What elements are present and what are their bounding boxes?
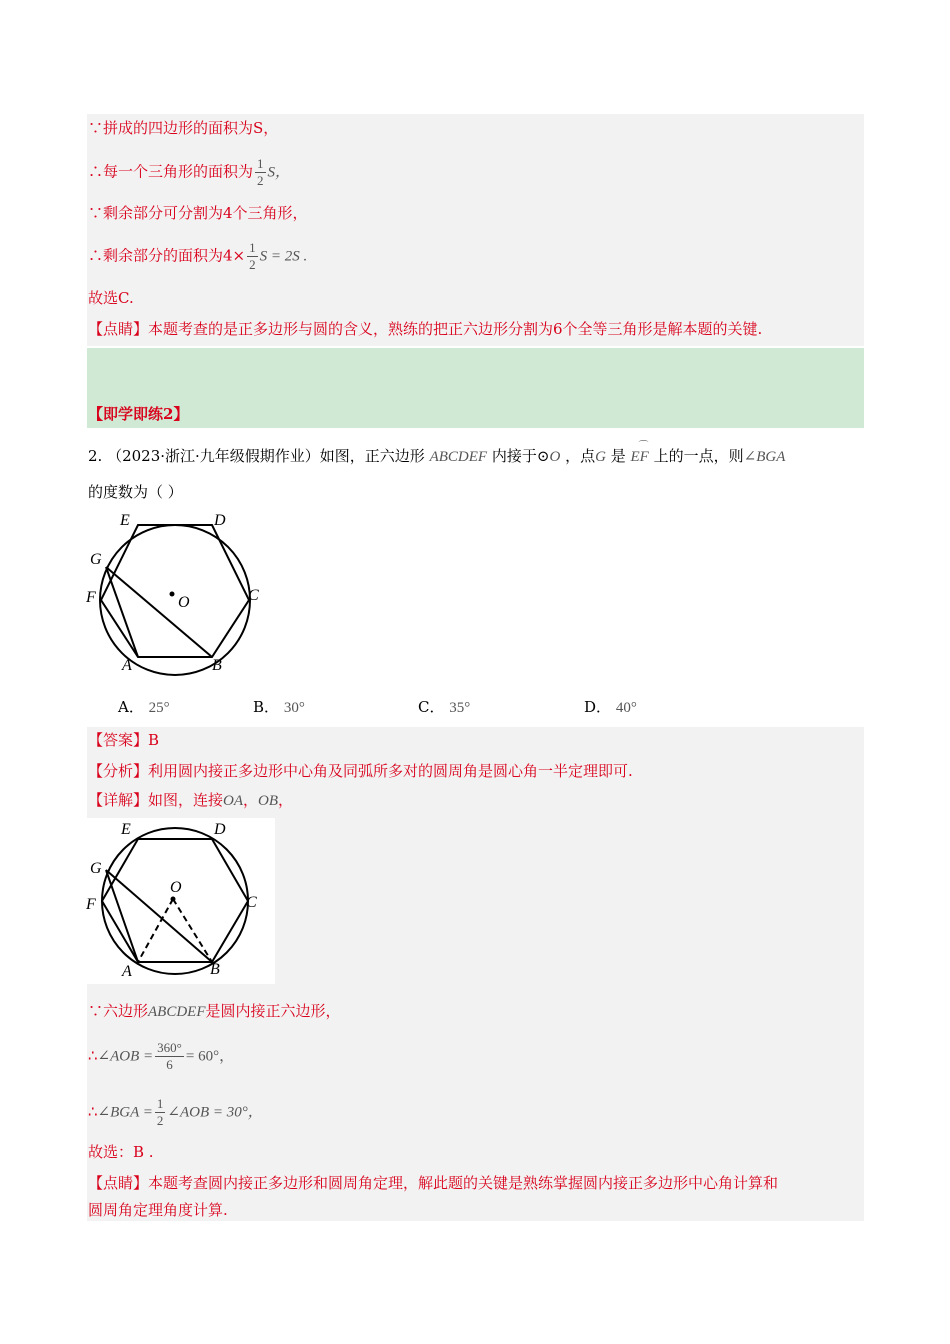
label-O: O xyxy=(170,879,182,896)
label-O: O xyxy=(178,594,190,611)
text-line: ∴每一个三角形的面积为 $\frac{1}{2}$ S， xyxy=(88,156,291,188)
label-A: A xyxy=(122,963,132,980)
fraction: $\frac{1}{2}$ xyxy=(249,240,256,272)
fraction: $\frac{360^\circ}{6}$ xyxy=(157,1040,182,1072)
label-D: D xyxy=(214,821,226,838)
label-D: D xyxy=(214,512,226,529)
section-header-box xyxy=(87,348,864,428)
fraction: $\frac{1}{2}$ xyxy=(257,156,264,188)
label-B: B xyxy=(210,961,220,978)
question-line: 的度数为（ ） xyxy=(88,483,183,501)
text-line: 【点睛】本题考查的是正多边形与圆的含义，熟练的把正六边形分割为6个全等三角形是解本题的关键. xyxy=(88,320,763,338)
hexagon-figure-detail xyxy=(84,818,274,984)
label-F: F xyxy=(86,589,96,606)
analysis-line: 【分析】利用圆内接正多边形中心角及同弧所多对的圆周角是圆心角一半定理即可. xyxy=(88,762,633,780)
center-point xyxy=(171,897,176,902)
label-F: F xyxy=(86,896,96,913)
text-line: 故选C. xyxy=(88,289,134,307)
step-line: 圆周角定理角度计算. xyxy=(88,1201,228,1219)
option-a[interactable]: A． 25° xyxy=(118,698,170,716)
label-G: G xyxy=(90,860,102,877)
label-G: G xyxy=(90,551,102,568)
answer-line: 【答案】B xyxy=(88,731,160,749)
option-c[interactable]: C． 35° xyxy=(418,698,471,716)
option-b[interactable]: B． 30° xyxy=(253,698,305,716)
circumcircle xyxy=(100,525,250,675)
hexagon-figure xyxy=(84,508,274,678)
label-A: A xyxy=(122,657,132,674)
arc-notation: ⌒ EF xyxy=(630,441,649,465)
step-line: 【点睛】本题考查圆内接正多边形和圆周角定理，解此题的关键是熟练掌握圆内接正多边形中心角计算和 xyxy=(88,1174,779,1192)
step-line: ∴∠BGA = $\frac{1}{2}$ ∠AOB = 30°， xyxy=(88,1096,263,1128)
label-C: C xyxy=(248,587,259,604)
label-E: E xyxy=(121,821,131,838)
step-line: ∴∠AOB = $\frac{360^\circ}{6}$ = 60°， xyxy=(88,1040,235,1072)
fraction: $\frac{1}{2}$ xyxy=(156,1096,164,1128)
segment-OB xyxy=(173,899,212,962)
text-line: ∵拼成的四边形的面积为S， xyxy=(88,119,279,137)
detail-line: 【详解】如图，连接OA，OB， xyxy=(88,791,294,809)
section-title: 【即学即练2】 xyxy=(88,405,189,423)
segment-OA xyxy=(138,899,173,962)
center-point xyxy=(170,592,175,597)
label-E: E xyxy=(120,512,130,529)
text-line: ∴剩余部分的面积为4× $\frac{1}{2}$ S = 2S . xyxy=(88,240,308,272)
question-line: 2. （2023·浙江·九年级假期作业）如图，正六边形 ABCDEF 内接于⊙O ，点G 是 ⌒ EF 上的一点，则∠BGA xyxy=(88,441,786,465)
label-B: B xyxy=(212,657,222,674)
text-line: ∵剩余部分可分割为4个三角形， xyxy=(88,204,308,222)
option-d[interactable]: D． 40° xyxy=(584,698,637,716)
step-line: ∵六边形ABCDEF是圆内接正六边形， xyxy=(88,1002,341,1020)
step-line: 故选：B . xyxy=(88,1143,154,1161)
label-C: C xyxy=(246,894,257,911)
solution-box-1 xyxy=(87,114,864,346)
